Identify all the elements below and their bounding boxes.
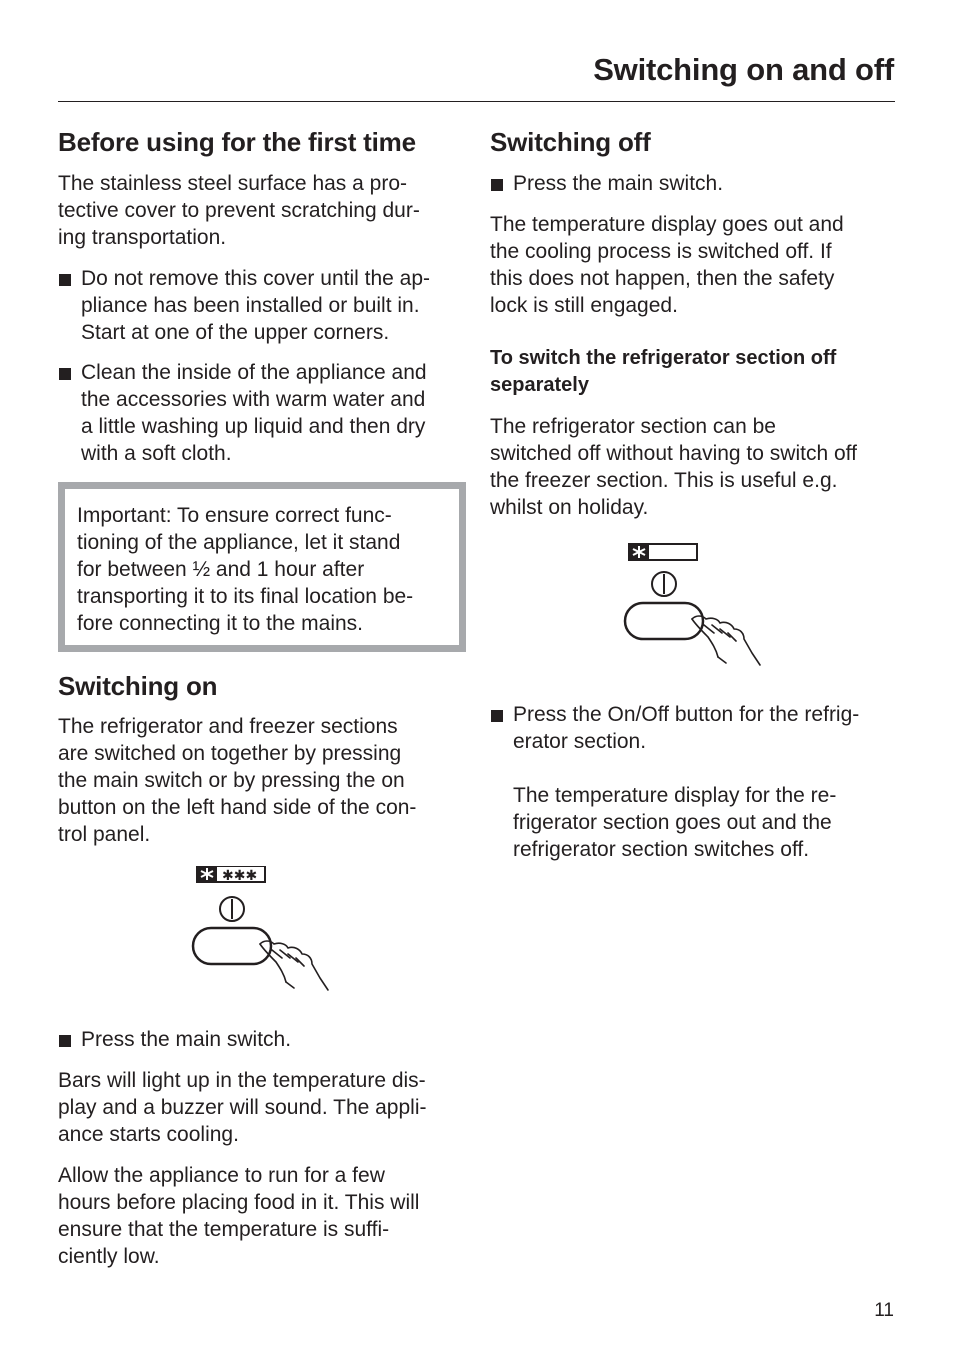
heading-switching-on: Switching on — [58, 671, 218, 701]
header-rule — [58, 101, 895, 102]
power-symbol-icon — [220, 897, 244, 921]
right-column — [490, 126, 895, 863]
bullet-square-icon — [59, 274, 71, 286]
page-number: 11 — [874, 1300, 894, 1321]
switching-on-para1: Bars will light up in the temperature dis- play and a buzzer will sound. The appli- ance starts cooling. — [58, 1069, 427, 1146]
bullet-press-refrigerator-button: Press the On/Off button for the refrig- erator section. The temperature display for the re- frigerator section goes out and the refrigerator section switches off. — [490, 701, 895, 863]
bullet-square-icon — [59, 368, 71, 380]
bullet-clean-inside: Clean the inside of the appliance and the accessories with warm water and a little washing up liquid and then dry with a soft cloth. — [58, 359, 466, 467]
control-panel-diagram — [58, 866, 466, 998]
stars-icon — [222, 868, 257, 884]
important-note-box: Important: To ensure correct func- tioning of the appliance, let it stand for between ½ and 1 hour after transporting it to its final location be- fore connecting it to the mains. — [58, 482, 466, 652]
bullet-press-main-switch-on: Press the main switch. — [58, 1026, 466, 1053]
snowflake-icon — [197, 866, 217, 882]
figure-switching-on — [58, 866, 466, 998]
switching-on-para2: Allow the appliance to run for a few hours before placing food in it. This will ensure that the temperature is suffi- ciently low. — [58, 1164, 420, 1268]
bullet-remove-cover: Do not remove this cover until the ap- pliance has been installed or built in. Start at one of the upper corners. — [58, 265, 466, 346]
switching-off-para2: The refrigerator section can be switched off without having to switch off the freezer section. This is useful e.g. whilst on holiday. — [490, 415, 857, 519]
switching-off-para: The temperature display goes out and the cooling process is switched off. If this does not happen, then the safety lock is still engaged. — [490, 213, 844, 317]
intro-paragraph: The stainless steel surface has a pro- tective cover to prevent scratching dur- ing transportation. — [58, 172, 420, 249]
left-column — [58, 126, 466, 1270]
svg-text:✱✱✱: ✱✱✱ — [222, 868, 258, 884]
bullet-square-icon — [491, 710, 503, 722]
power-symbol-icon — [652, 572, 676, 596]
refrigerator-control-diagram — [490, 543, 895, 671]
heading-switching-off: Switching off — [490, 127, 651, 157]
bullet-press-main-switch-off: Press the main switch. — [490, 170, 895, 197]
refrigerator-on-off-button — [625, 603, 703, 639]
subheading-refrigerator-off: To switch the refrigerator section off separately — [490, 347, 837, 396]
bullet-square-icon — [59, 1035, 71, 1047]
page-title: Switching on and off — [593, 52, 894, 87]
bullet-square-icon — [491, 179, 503, 191]
bullet-followup-text: The temperature display for the re- frigerator section goes out and the refrigerator section switches off. — [513, 784, 837, 861]
display-bar — [197, 866, 265, 884]
switching-on-intro: The refrigerator and freezer sections are switched on together by pressing the main switch or by pressing the on button on the left hand side of the con- trol panel. — [58, 715, 417, 846]
heading-before-first-use: Before using for the first time — [58, 127, 416, 157]
main-switch-button — [193, 928, 271, 964]
snowflake-icon — [629, 544, 649, 560]
display-bar — [629, 544, 697, 560]
figure-switching-off — [490, 543, 895, 671]
